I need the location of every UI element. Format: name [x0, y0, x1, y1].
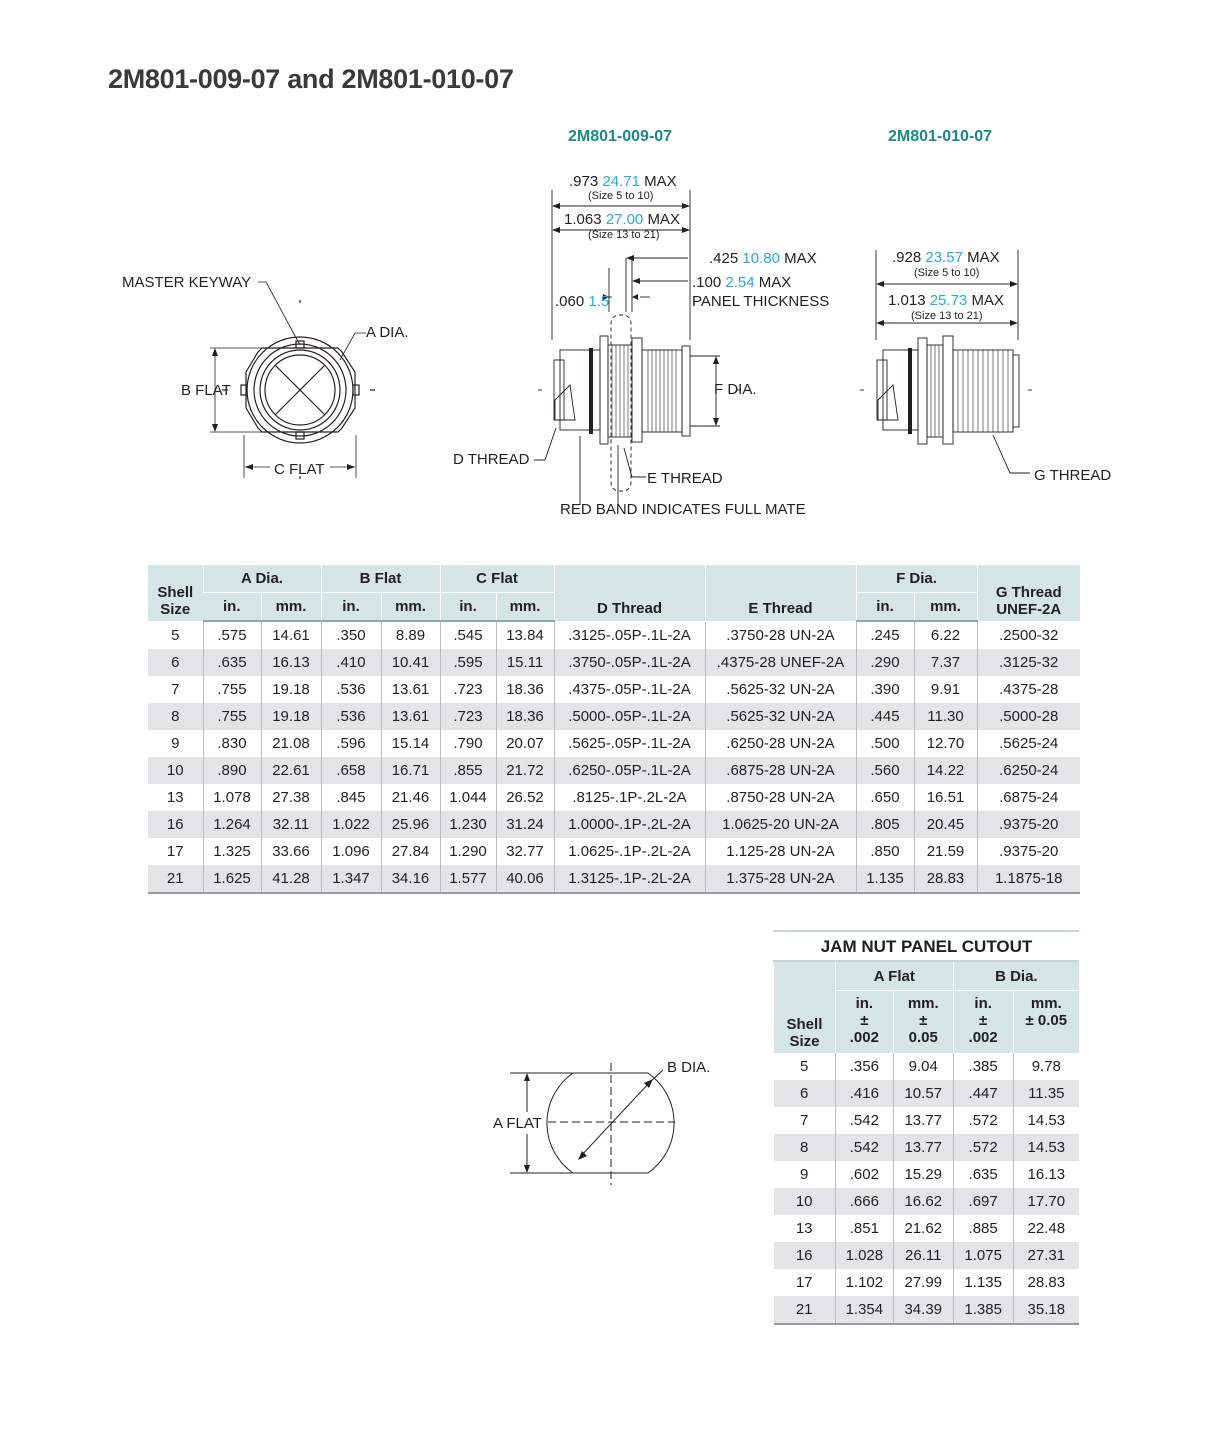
- table-cell: 1.264: [203, 811, 261, 838]
- table-row: [148, 811, 1080, 838]
- table-cell: .6250-28 UN-2A: [705, 730, 856, 757]
- table-cell: 20.45: [914, 811, 977, 838]
- table-cell: 16: [148, 811, 203, 838]
- dim3-009: .425 10.80 MAX: [709, 250, 817, 267]
- table-cell: .666: [835, 1188, 893, 1215]
- table-cell: 34.16: [381, 865, 440, 893]
- table-cell: .5625-24: [977, 730, 1080, 757]
- table-cell: 7: [171, 681, 180, 698]
- header-in: in.: [856, 593, 914, 622]
- table-cell: .245: [856, 621, 914, 649]
- table-cell: .3125-.05P-.1L-2A: [554, 621, 705, 649]
- table-cell: .755: [203, 676, 261, 703]
- c-flat-label: C FLAT: [274, 461, 325, 478]
- table-cell: 1.0625-20 UN-2A: [705, 811, 856, 838]
- jam-header-a-in: in. ± .002: [835, 991, 893, 1054]
- table-cell: 1.290: [440, 838, 496, 865]
- table-cell: 22.61: [261, 757, 321, 784]
- table-cell: 17.70: [1013, 1188, 1079, 1215]
- table-cell: 25.96: [381, 811, 440, 838]
- dim2-010: 1.013 25.73 MAX: [888, 292, 1004, 309]
- jam-header-b-in: in. ± .002: [953, 991, 1013, 1054]
- table-cell: 16.62: [893, 1188, 953, 1215]
- table-cell: 26.52: [496, 784, 554, 811]
- dim4-009: .100 2.54 MAX: [692, 274, 792, 291]
- table-cell: 15.11: [496, 649, 554, 676]
- table-cell: .4375-28: [977, 676, 1080, 703]
- table-cell: 32.77: [496, 838, 554, 865]
- table-cell: 14.22: [914, 757, 977, 784]
- table-row: [774, 1134, 1080, 1161]
- table-row: [774, 1080, 1080, 1107]
- jam-header-a-mm: mm. ± 0.05: [893, 991, 953, 1054]
- table-cell: 1.1875-18: [977, 865, 1080, 893]
- header-b-flat: B Flat: [321, 565, 440, 593]
- table-cell: 1.135: [856, 865, 914, 893]
- panel-thickness-label: PANEL THICKNESS: [692, 293, 830, 310]
- table-cell: 14.53: [1013, 1134, 1079, 1161]
- table-cell: 21.62: [893, 1215, 953, 1242]
- header-in: in.: [321, 593, 381, 622]
- table-cell: .6875-24: [977, 784, 1080, 811]
- e-thread-label: E THREAD: [647, 470, 723, 487]
- table-cell: .6250-24: [977, 757, 1080, 784]
- header-mm: mm.: [381, 593, 440, 622]
- table-row: [148, 621, 1080, 649]
- table-cell: .723: [440, 676, 496, 703]
- table-cell: 10: [774, 1188, 836, 1215]
- table-cell: 1.230: [440, 811, 496, 838]
- table-cell: 1.096: [321, 838, 381, 865]
- table-cell: 1.0625-.1P-.2L-2A: [554, 838, 705, 865]
- table-cell: 13.84: [496, 621, 554, 649]
- table-cell: .3750-28 UN-2A: [705, 621, 856, 649]
- header-mm: mm.: [261, 593, 321, 622]
- table-cell: 14.61: [261, 621, 321, 649]
- d-thread-label: D THREAD: [453, 451, 530, 468]
- table-row: [148, 730, 1080, 757]
- panel-cutout-drawing: [485, 1050, 725, 1190]
- table-row: [774, 1053, 1080, 1080]
- table-cell: .3125-32: [977, 649, 1080, 676]
- table-cell: .8125-.1P-.2L-2A: [554, 784, 705, 811]
- table-cell: 13.61: [381, 703, 440, 730]
- table-cell: 1.325: [203, 838, 261, 865]
- table-cell: .410: [321, 649, 381, 676]
- table-cell: 21: [774, 1296, 836, 1324]
- table-cell: 27.38: [261, 784, 321, 811]
- g-thread-label: G THREAD: [1034, 467, 1112, 484]
- table-cell: 8: [148, 703, 203, 730]
- table-cell: 20.07: [496, 730, 554, 757]
- table-cell: 1.102: [835, 1269, 893, 1296]
- table-cell: .390: [856, 676, 914, 703]
- table-cell: 28.83: [914, 865, 977, 893]
- dim1-009: .973 24.71 MAX: [569, 173, 677, 190]
- table-cell: .536: [321, 676, 381, 703]
- header-mm: mm.: [496, 593, 554, 622]
- table-cell: 1.625: [203, 865, 261, 893]
- table-cell: .850: [856, 838, 914, 865]
- table-row: [774, 1242, 1080, 1269]
- table-cell: 16.13: [261, 649, 321, 676]
- table-cell: 16.13: [1013, 1161, 1079, 1188]
- header-in: in.: [440, 593, 496, 622]
- table-cell: .5625-.05P-.1L-2A: [554, 730, 705, 757]
- table-cell: 31.24: [496, 811, 554, 838]
- jam-header-shell-size: Shell Size: [774, 961, 836, 1053]
- table-cell: .5625-32 UN-2A: [705, 703, 856, 730]
- subtitle-010: 2M801-010-07: [888, 128, 993, 145]
- dim1-010: .928 23.57 MAX: [892, 249, 1000, 266]
- table-row: [148, 865, 1080, 893]
- table-cell: .6875-28 UN-2A: [705, 757, 856, 784]
- side-view-010-drawing: [850, 245, 1120, 485]
- table-cell: 1.044: [440, 784, 496, 811]
- table-cell: 7.37: [914, 649, 977, 676]
- table-cell: 26.11: [893, 1242, 953, 1269]
- table-cell: .697: [953, 1188, 1013, 1215]
- table-cell: .4375-28 UNEF-2A: [705, 649, 856, 676]
- table-cell: .8750-28 UN-2A: [705, 784, 856, 811]
- table-cell: 1.375-28 UN-2A: [705, 865, 856, 893]
- table-cell: .790: [440, 730, 496, 757]
- table-cell: 9.91: [914, 676, 977, 703]
- header-f-dia: F Dia.: [856, 565, 977, 593]
- table-cell: 33.66: [261, 838, 321, 865]
- jam-nut-cutout-table: [773, 930, 1079, 1325]
- header-g-thread: G Thread UNEF-2A: [977, 565, 1080, 621]
- table-cell: 32.11: [261, 811, 321, 838]
- red-band-note: RED BAND INDICATES FULL MATE: [560, 501, 806, 518]
- jam-table-body: [774, 1053, 1080, 1324]
- table-cell: 21: [148, 865, 203, 893]
- jam-header-b-dia: B Dia.: [953, 961, 1079, 991]
- table-row: [148, 649, 1080, 676]
- table-cell: 11.30: [914, 703, 977, 730]
- table-row: [148, 757, 1080, 784]
- jam-table-title: JAM NUT PANEL CUTOUT: [774, 931, 1080, 961]
- table-cell: .5625-32 UN-2A: [705, 676, 856, 703]
- table-cell: 7: [800, 1112, 809, 1129]
- table-cell: 21.08: [261, 730, 321, 757]
- table-cell: 9.04: [893, 1053, 953, 1080]
- table-cell: 13.61: [381, 676, 440, 703]
- table-cell: 1.385: [953, 1296, 1013, 1324]
- table-cell: .635: [203, 649, 261, 676]
- table-cell: 1.022: [321, 811, 381, 838]
- dim2-009: 1.063 27.00 MAX: [564, 211, 680, 228]
- table-cell: 35.18: [1013, 1296, 1079, 1324]
- table-cell: 1.577: [440, 865, 496, 893]
- table-row: [148, 703, 1080, 730]
- dim2-009-note: (Size 13 to 21): [588, 229, 660, 241]
- table-cell: .805: [856, 811, 914, 838]
- table-cell: .6250-.05P-.1L-2A: [554, 757, 705, 784]
- table-cell: .650: [856, 784, 914, 811]
- a-dia-label: A DIA.: [366, 324, 409, 341]
- master-keyway-label: MASTER KEYWAY: [122, 274, 252, 291]
- table-cell: 21.46: [381, 784, 440, 811]
- table-cell: 6: [148, 649, 203, 676]
- table-cell: 17: [166, 843, 184, 860]
- dimension-table-body: [148, 621, 1080, 893]
- table-row: [774, 1107, 1080, 1134]
- table-cell: 8.89: [381, 621, 440, 649]
- table-cell: 19.18: [261, 676, 321, 703]
- table-cell: 28.83: [1013, 1269, 1079, 1296]
- front-view-drawing: [110, 265, 430, 490]
- table-cell: .9375-20: [977, 811, 1080, 838]
- header-c-flat: C Flat: [440, 565, 554, 593]
- table-cell: 5: [171, 626, 180, 644]
- table-cell: 13: [166, 789, 184, 806]
- table-cell: 9.78: [1013, 1053, 1079, 1080]
- table-cell: .890: [203, 757, 261, 784]
- table-cell: .350: [321, 621, 381, 649]
- table-cell: 15.14: [381, 730, 440, 757]
- table-cell: .447: [953, 1080, 1013, 1107]
- table-cell: 40.06: [496, 865, 554, 893]
- dim5-009: .060 1.5: [555, 293, 610, 310]
- table-cell: 27.31: [1013, 1242, 1079, 1269]
- table-cell: 10: [148, 757, 203, 784]
- table-cell: 1.354: [835, 1296, 893, 1324]
- table-row: [148, 676, 1080, 703]
- table-cell: 21.59: [914, 838, 977, 865]
- table-row: [148, 784, 1080, 811]
- table-cell: 1.078: [203, 784, 261, 811]
- table-cell: .290: [856, 649, 914, 676]
- table-row: [774, 1188, 1080, 1215]
- table-row: [148, 838, 1080, 865]
- f-dia-label: F DIA.: [714, 381, 757, 398]
- table-cell: .755: [203, 703, 261, 730]
- table-cell: 10.57: [893, 1080, 953, 1107]
- table-cell: 13.77: [893, 1134, 953, 1161]
- header-shell-size: Shell Size: [148, 565, 203, 621]
- dim1-010-note: (Size 5 to 10): [914, 267, 980, 279]
- table-cell: 21.72: [496, 757, 554, 784]
- jam-header-b-mm: mm. ± 0.05: [1013, 991, 1079, 1054]
- table-cell: 41.28: [261, 865, 321, 893]
- table-cell: 9: [800, 1166, 809, 1183]
- table-cell: 1.125-28 UN-2A: [705, 838, 856, 865]
- table-cell: .542: [835, 1134, 893, 1161]
- table-cell: 16: [774, 1242, 836, 1269]
- table-cell: 9: [171, 735, 180, 752]
- table-cell: .885: [953, 1215, 1013, 1242]
- table-cell: 13.77: [893, 1107, 953, 1134]
- table-cell: .596: [321, 730, 381, 757]
- table-cell: .536: [321, 703, 381, 730]
- table-cell: 1.075: [953, 1242, 1013, 1269]
- table-row: [774, 1161, 1080, 1188]
- b-flat-label: B FLAT: [181, 382, 231, 399]
- side-view-009-drawing: [445, 165, 845, 525]
- header-mm: mm.: [914, 593, 977, 622]
- table-cell: .845: [321, 784, 381, 811]
- table-cell: .635: [953, 1161, 1013, 1188]
- table-cell: 1.135: [953, 1269, 1013, 1296]
- table-cell: 16.51: [914, 784, 977, 811]
- table-cell: 15.29: [893, 1161, 953, 1188]
- dim2-010-note: (Size 13 to 21): [911, 310, 983, 322]
- table-cell: 27.99: [893, 1269, 953, 1296]
- table-cell: .595: [440, 649, 496, 676]
- table-cell: 18.36: [496, 676, 554, 703]
- header-in: in.: [203, 593, 261, 622]
- table-cell: .2500-32: [977, 621, 1080, 649]
- table-cell: .5000-.05P-.1L-2A: [554, 703, 705, 730]
- table-cell: .830: [203, 730, 261, 757]
- table-cell: 34.39: [893, 1296, 953, 1324]
- table-cell: .356: [835, 1053, 893, 1080]
- table-cell: .658: [321, 757, 381, 784]
- table-cell: 14.53: [1013, 1107, 1079, 1134]
- header-e-thread: E Thread: [705, 565, 856, 621]
- table-cell: .855: [440, 757, 496, 784]
- table-cell: 16.71: [381, 757, 440, 784]
- table-cell: 1.0000-.1P-.2L-2A: [554, 811, 705, 838]
- header-d-thread: D Thread: [554, 565, 705, 621]
- table-cell: .542: [835, 1107, 893, 1134]
- b-dia-cutout-label: B DIA.: [667, 1059, 711, 1076]
- table-cell: .5000-28: [977, 703, 1080, 730]
- table-row: [774, 1215, 1080, 1242]
- table-cell: .572: [953, 1107, 1013, 1134]
- table-cell: 13: [795, 1220, 813, 1237]
- table-cell: 5: [800, 1058, 809, 1075]
- table-cell: 8: [774, 1134, 836, 1161]
- table-cell: 22.48: [1013, 1215, 1079, 1242]
- jam-header-a-flat: A Flat: [835, 961, 953, 991]
- table-cell: .851: [835, 1215, 893, 1242]
- table-cell: 6.22: [914, 621, 977, 649]
- page-title: 2M801-009-07 and 2M801-010-07: [108, 64, 514, 94]
- table-cell: 17: [795, 1274, 813, 1291]
- table-cell: .3750-.05P-.1L-2A: [554, 649, 705, 676]
- table-cell: 10.41: [381, 649, 440, 676]
- header-a-dia: A Dia.: [203, 565, 321, 593]
- table-cell: .545: [440, 621, 496, 649]
- table-cell: 18.36: [496, 703, 554, 730]
- table-cell: .416: [835, 1080, 893, 1107]
- table-cell: .9375-20: [977, 838, 1080, 865]
- table-cell: .385: [953, 1053, 1013, 1080]
- table-cell: .4375-.05P-.1L-2A: [554, 676, 705, 703]
- table-cell: .560: [856, 757, 914, 784]
- table-cell: 1.3125-.1P-.2L-2A: [554, 865, 705, 893]
- dim1-009-note: (Size 5 to 10): [588, 190, 654, 202]
- table-cell: .500: [856, 730, 914, 757]
- table-cell: .575: [203, 621, 261, 649]
- table-row: [774, 1296, 1080, 1324]
- table-cell: 1.347: [321, 865, 381, 893]
- table-cell: 11.35: [1013, 1080, 1079, 1107]
- table-cell: .602: [835, 1161, 893, 1188]
- a-flat-cutout-label: A FLAT: [493, 1115, 542, 1132]
- table-row: [774, 1269, 1080, 1296]
- table-cell: .723: [440, 703, 496, 730]
- subtitle-009: 2M801-009-07: [568, 128, 673, 145]
- table-cell: 19.18: [261, 703, 321, 730]
- table-cell: 27.84: [381, 838, 440, 865]
- table-cell: .445: [856, 703, 914, 730]
- dimension-table: [148, 565, 1080, 894]
- table-cell: 1.028: [835, 1242, 893, 1269]
- table-cell: 6: [774, 1080, 836, 1107]
- table-cell: .572: [953, 1134, 1013, 1161]
- table-cell: 12.70: [914, 730, 977, 757]
